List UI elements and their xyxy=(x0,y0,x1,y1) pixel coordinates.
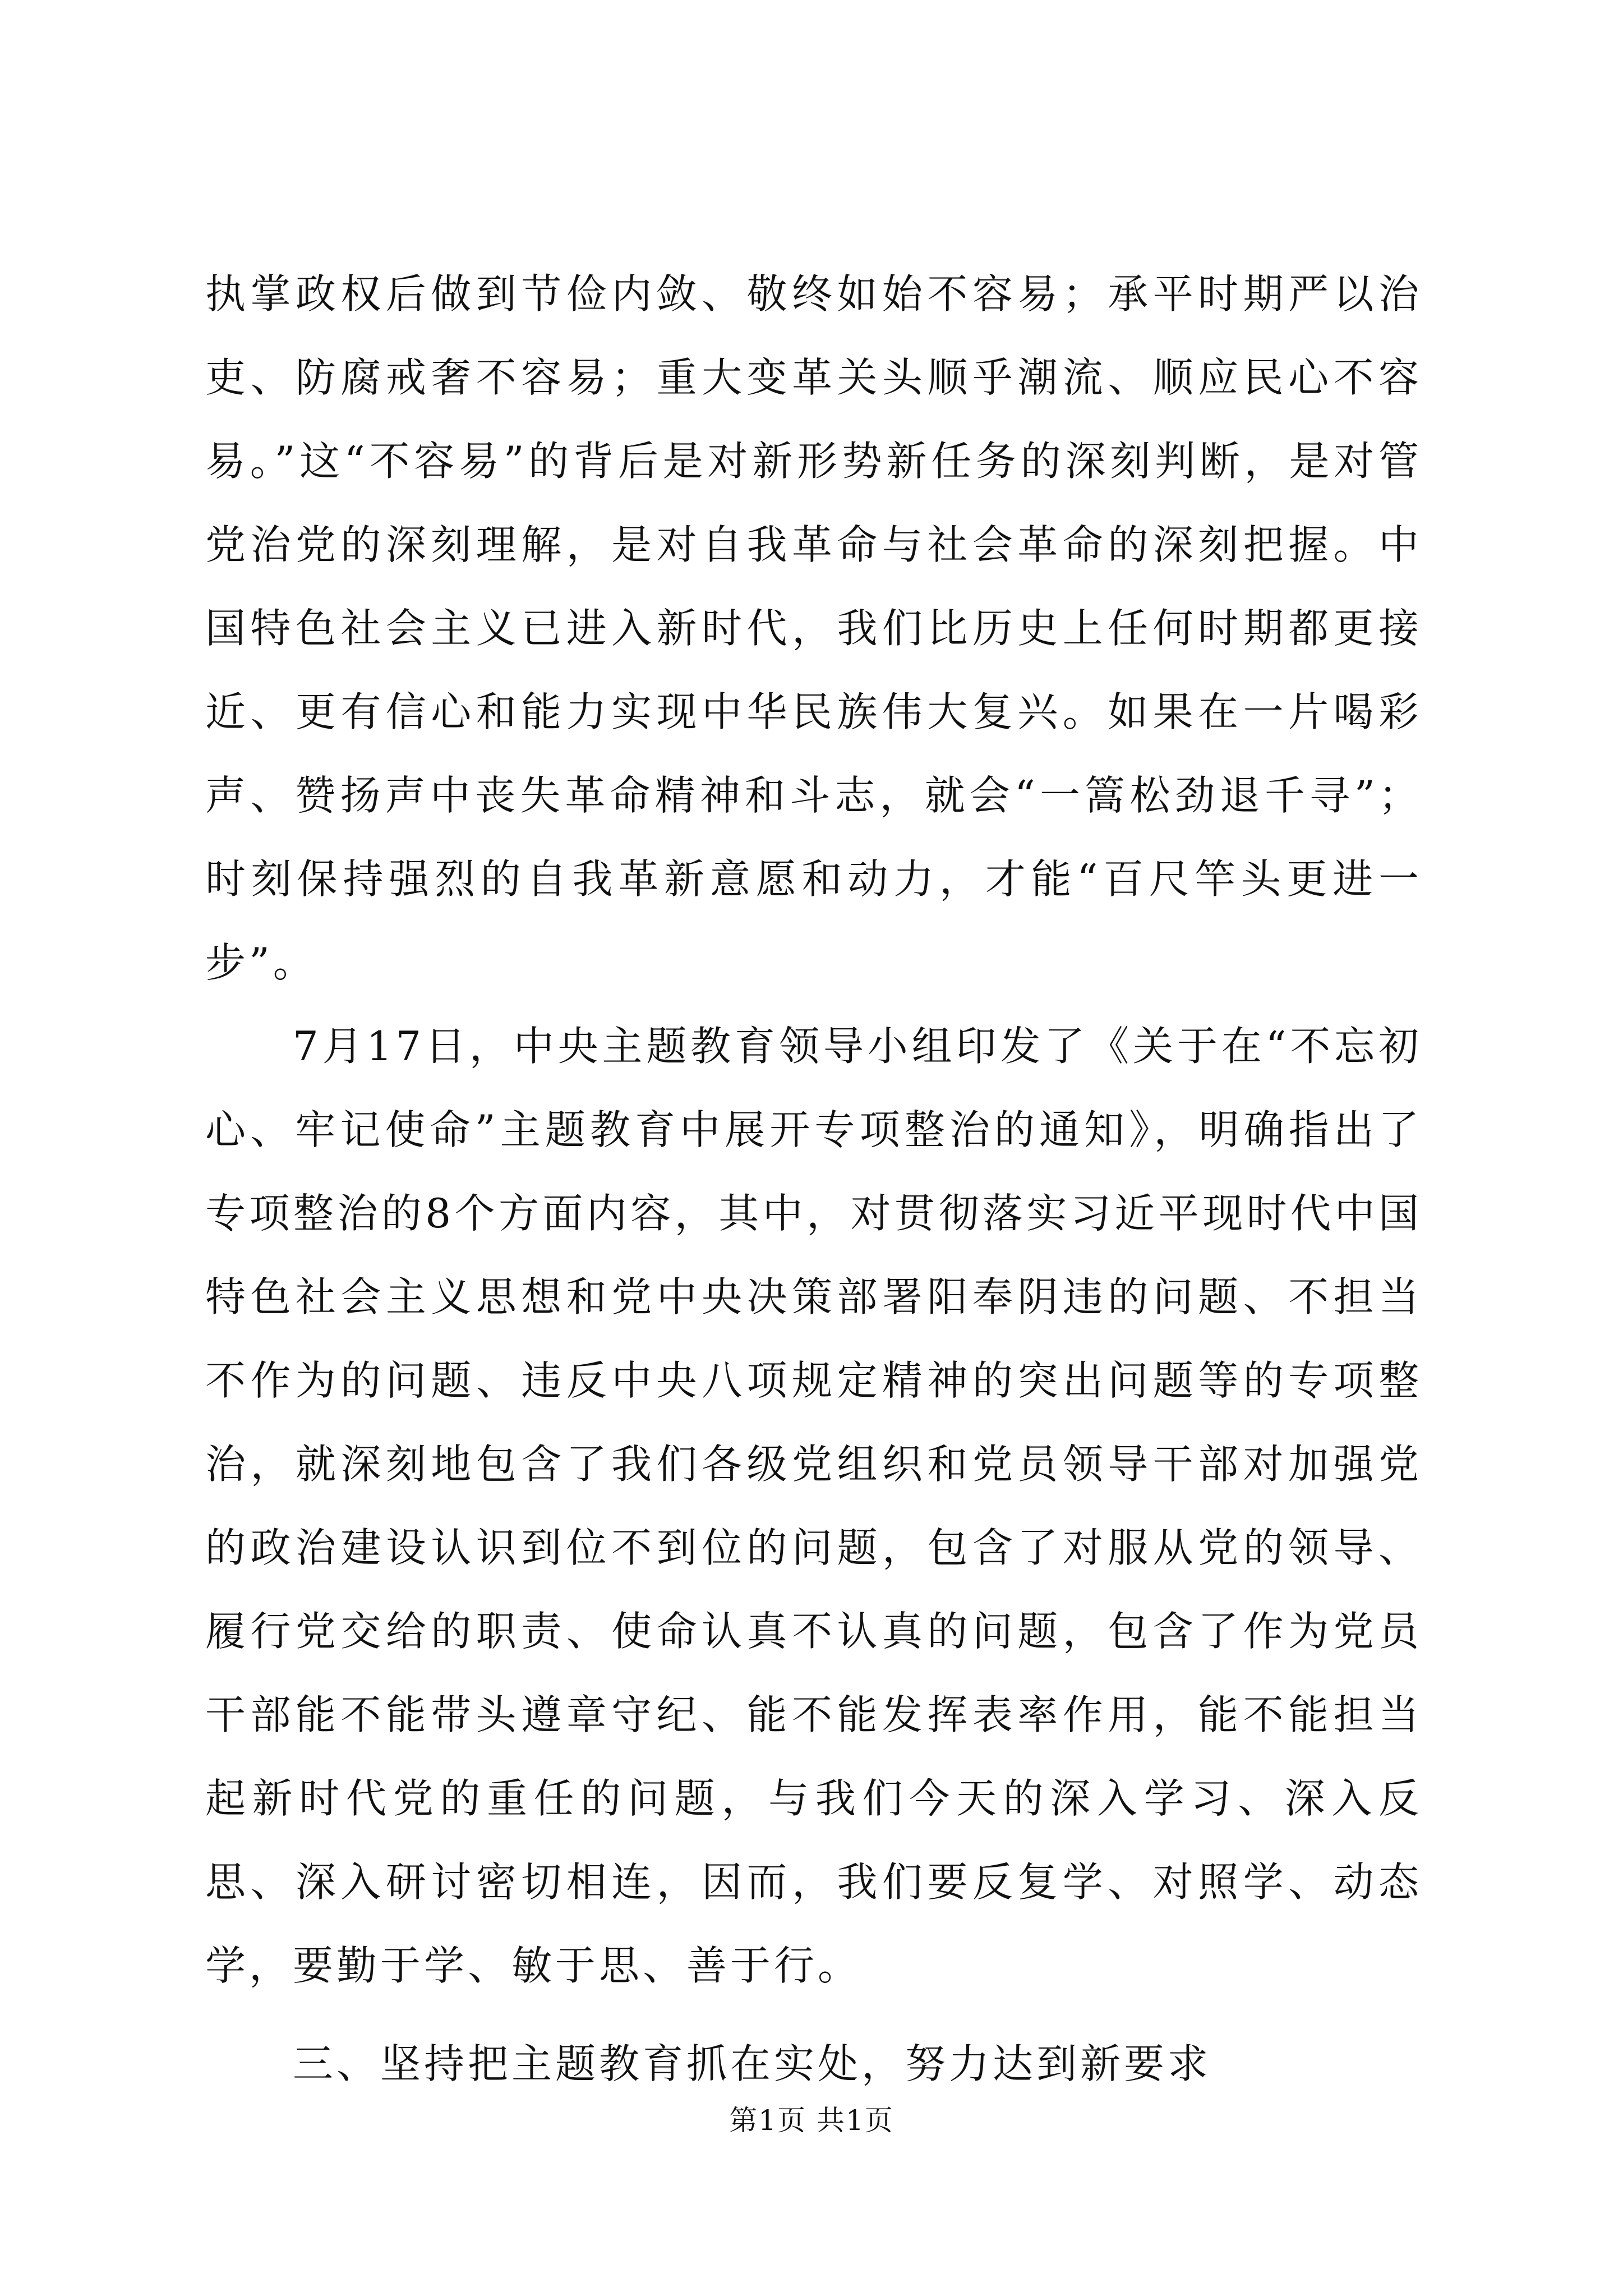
paragraph-2: 7月17日，中央主题教育领导小组印发了《关于在“不忘初心、牢记使命”主题教育中展开专项整治的通知》，明确指出了专项整治的8个方面内容，其中，对贯彻落实习近平现时代中国特色社会主义思想和党中央决策部署阳奉阴违的问题、不担当不作为的问题、违反中央八项规定精神的突出问题等的专项整治，就深刻地包含了我们各级党组织和党员领导干部对加强党的政治建设认识到位不到位的问题，包含了对服从党的领导、履行党交给的职责、使命认真不认真的问题，包含了作为党员干部能不能带头遵章守纪、能不能发挥表率作用，能不能担当起新时代党的重任的问题，与我们今天的深入学习、深入反思、深入研讨密切相连，因而，我们要反复学、对照学、动态学，要勤于学、敏于思、善于行。 xyxy=(205,1023,1422,1989)
section-heading: 三、坚持把主题教育抓在实处，努力达到新要求 xyxy=(293,2040,1212,2087)
page-footer: 第1页 共1页 xyxy=(729,2104,894,2137)
document-body xyxy=(205,252,1422,2106)
paragraph-1: 执掌政权后做到节俭内敛、敬终如始不容易；承平时期严以治吏、防腐戒奢不容易；重大变革关头顺乎潮流、顺应民心不容易。”这“不容易”的背后是对新形势新任务的深刻判断，是对管党治党的深刻理解，是对自我革命与社会革命的深刻把握。中国特色社会主义已进入新时代，我们比历史上任何时期都更接近、更有信心和能力实现中华民族伟大复兴。如果在一片喝彩声、赞扬声中丧失革命精神和斗志，就会“一篙松劲退千寻”；时刻保持强烈的自我革新意愿和动力，才能“百尺竿头更进一步”。 xyxy=(205,270,1422,986)
